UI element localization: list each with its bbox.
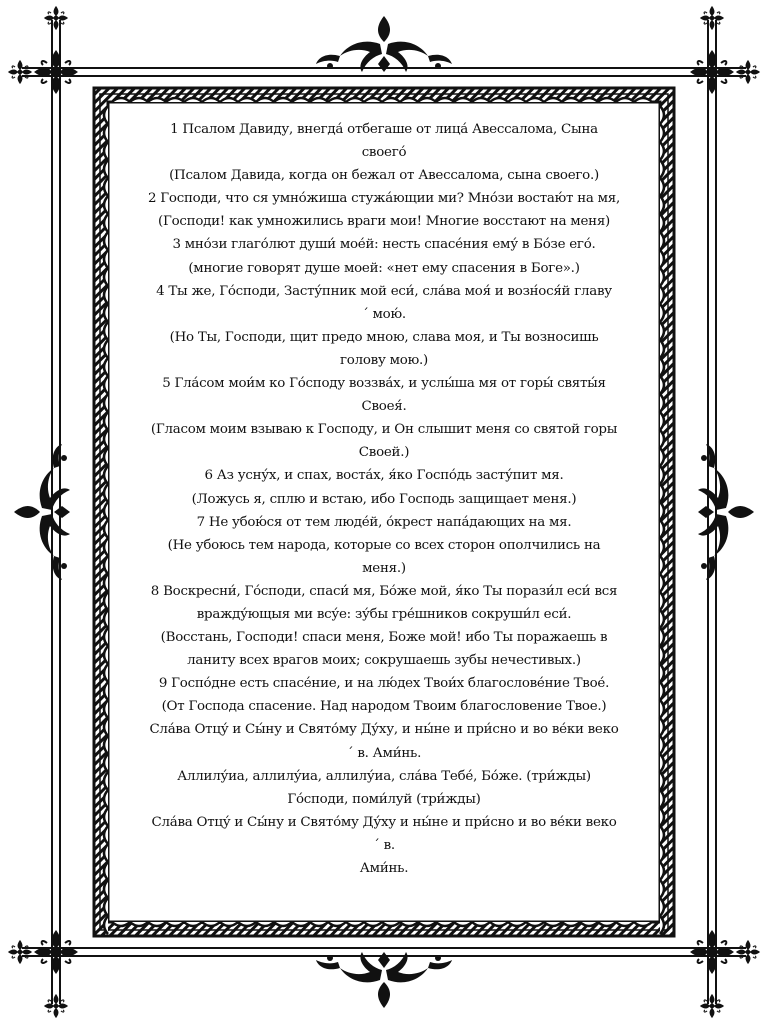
text-line: 2 Господи, что ся умно́жиша стужа́ющии ми? Мно́зи востаю́т на мя, [148, 191, 620, 207]
corner-fleuron-icon [34, 50, 78, 94]
text-line: ланиту всех врагов моих; сокрушаешь зубы нечестивых.) [187, 653, 581, 669]
text-line: Сла́ва Отцу́ и Сы́ну и Свято́му Ду́ху и ны́не и при́сно и во ве́ки веко [151, 814, 617, 830]
text-line: (Господи! как умножились враги мои! Многие восстают на меня) [158, 214, 610, 230]
text-line: Аллилу́иа, аллилу́иа, аллилу́иа, сла́ва Тебе́, Бо́же. (три́жды) [177, 768, 591, 784]
side-fleuron-icon [698, 444, 754, 580]
text-line: (Псалом Давида, когда он бежал от Авессалома, сына своего.) [169, 168, 599, 184]
text-line: Ами́нь. [359, 861, 409, 876]
text-line: Сла́ва Отцу́ и Сы́ну и Свято́му Ду́ху, и ны́не и при́сно и во ве́ки веко [149, 722, 619, 738]
text-line: (многие говорят душе моей: «нет ему спасения в Боге».) [188, 260, 580, 276]
text-line: меня.) [362, 560, 406, 576]
text-line: 3 мно́зи глаго́лют души́ мое́й: несть спасе́ния ему́ в Бо́зе его́. [172, 237, 596, 253]
text-line: (Гласом моим взываю к Господу, и Он слышит меня со святой горы [150, 422, 618, 438]
text-line: (От Господа спасение. Над народом Твоим благословение Твое.) [161, 699, 607, 715]
text-line: 8 Воскресни́, Го́споди, спаси́ мя, Бо́же мой, я́ко Ты порази́л еси́ вся [150, 583, 618, 599]
text-line: ´ в. [373, 837, 395, 853]
text-line: 4 Ты же, Го́споди, Засту́пник мой еси́, сла́ва моя́ и возн́ося́й главу [156, 283, 612, 299]
bottom-crest-icon [316, 952, 452, 1008]
text-line: 6 Аз усну́х, и спах, воста́х, я́ко Госпо́дь засту́пит мя. [204, 468, 564, 484]
text-line: ´ мою́. [362, 306, 406, 322]
side-fleuron-icon [14, 444, 70, 580]
corner-fleuron-icon [34, 930, 78, 974]
text-line: (Восстань, Господи! спаси меня, Боже мой! ибо Ты поражаешь в [160, 630, 608, 646]
text-line: голову мою.) [340, 352, 428, 368]
text-line: вражду́ющыя ми всу́е: зу́бы гре́шников сокруши́л еси́. [196, 606, 572, 622]
text-line: ´ в. Ами́нь. [346, 745, 422, 761]
text-line: (Не убоюсь тем народа, которые со всех сторон ополчились на [167, 537, 601, 553]
text-line: 7 Не убою́ся от тем люде́й, о́крест напа́дающих на мя. [196, 514, 572, 530]
text-line: Своей.) [358, 445, 410, 461]
text-line: Своея́. [361, 399, 407, 415]
text-line: (Ложусь я, сплю и встаю, ибо Господь защищает меня.) [191, 491, 577, 507]
top-crest-icon [316, 16, 452, 72]
text-line: (Но Ты, Господи, щит предо мною, слава моя, и Ты возносишь [169, 329, 599, 345]
corner-fleuron-icon [690, 50, 734, 94]
text-line: Го́споди, поми́луй (три́жды) [287, 791, 481, 807]
text-line: 9 Госпо́дне есть спасе́ние, и на лю́дех Твои́х благослове́ние Твое́. [158, 676, 610, 692]
text-line: 1 Псалом Давиду, внегда́ отбегаше от лица́ Авессалома, Сына [170, 122, 598, 137]
prayer-text [120, 118, 648, 908]
corner-fleuron-icon [690, 930, 734, 974]
text-line: своего́ [361, 145, 407, 161]
text-line: 5 Гла́сом мои́м ко Го́споду воззва́х, и услы́ша мя от горы́ святы́я [162, 376, 606, 392]
